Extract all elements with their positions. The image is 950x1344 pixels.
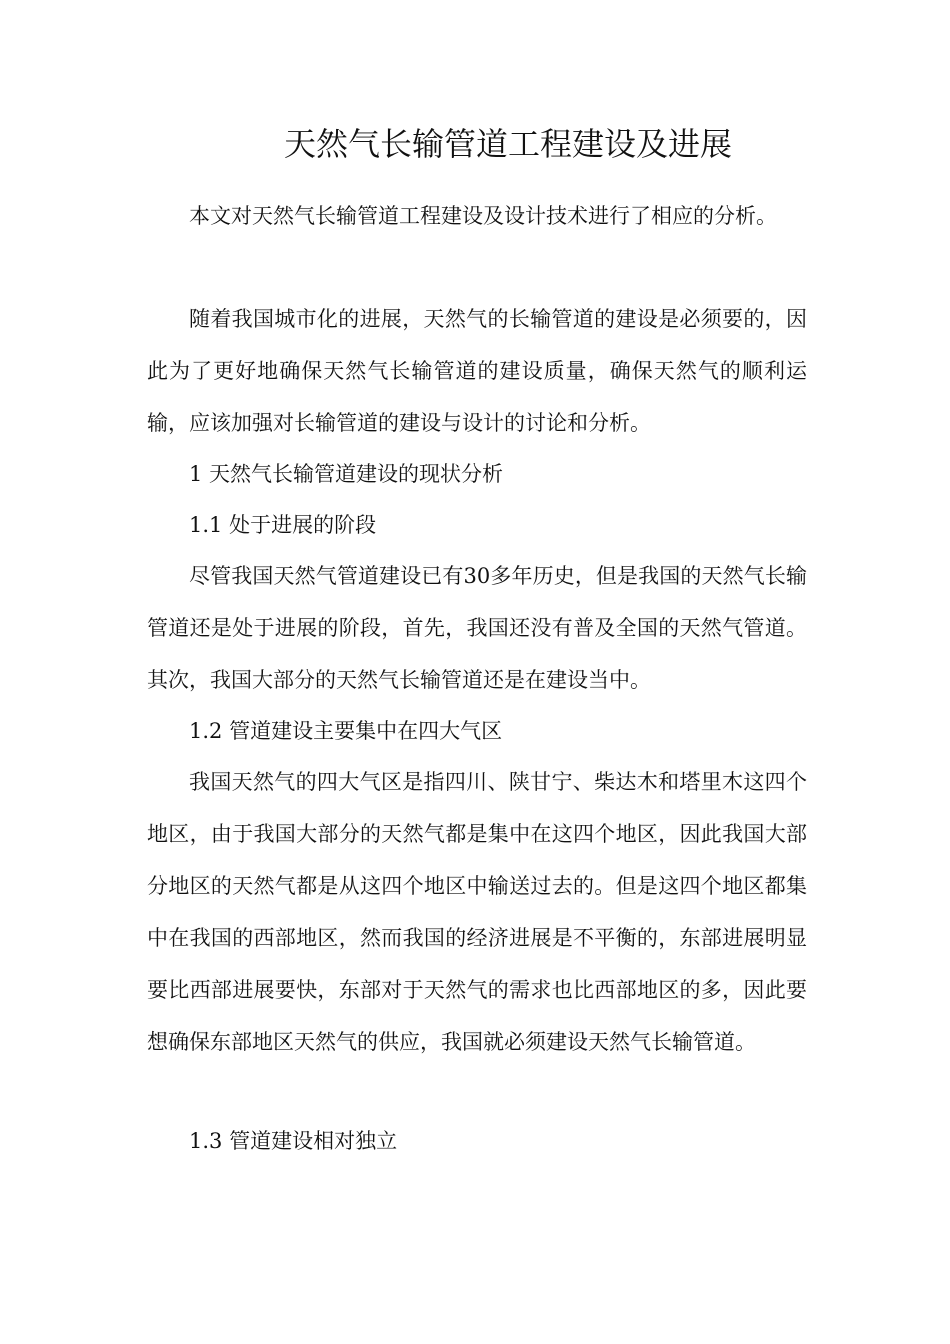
section-1-2-heading: 1.2 管道建设主要集中在四大气区 bbox=[189, 719, 503, 743]
section-1-heading: 1 天然气长输管道建设的现状分析 bbox=[189, 462, 504, 486]
section-1-1-heading: 1.1 处于进展的阶段 bbox=[189, 513, 377, 537]
section-1-2-body: 我国天然气的四大气区是指四川、陕甘宁、柴达木和塔里木这四个地区，由于我国大部分的天然气都是集中在这四个地区，因此我国大部分地区的天然气都是从这四个地区中输送过去的。但是这四个地区都集中在我国的西部地区，然而我国的经济进展是不平衡的，东部进展明显要比西部进展要快，东部对于天然气的需求也比西部地区的多，因此要想确保东部地区天然气的供应，我国就必须建设天然气长输管道。 bbox=[147, 770, 807, 1054]
section-1-3-heading: 1.3 管道建设相对独立 bbox=[189, 1129, 398, 1153]
intro-paragraph: 本文对天然气长输管道工程建设及设计技术进行了相应的分析。 bbox=[189, 204, 777, 228]
paragraph-1: 随着我国城市化的进展，天然气的长输管道的建设是必须要的，因此为了更好地确保天然气长输管道的建设质量，确保天然气的顺利运输，应该加强对长输管道的建设与设计的讨论和分析。 bbox=[147, 307, 807, 435]
section-1-1-body: 尽管我国天然气管道建设已有30多年历史，但是我国的天然气长输管道还是处于进展的阶段，首先，我国还没有普及全国的天然气管道。其次，我国大部分的天然气长输管道还是在建设当中。 bbox=[147, 564, 807, 692]
document-title: 天然气长输管道工程建设及进展 bbox=[283, 125, 732, 163]
